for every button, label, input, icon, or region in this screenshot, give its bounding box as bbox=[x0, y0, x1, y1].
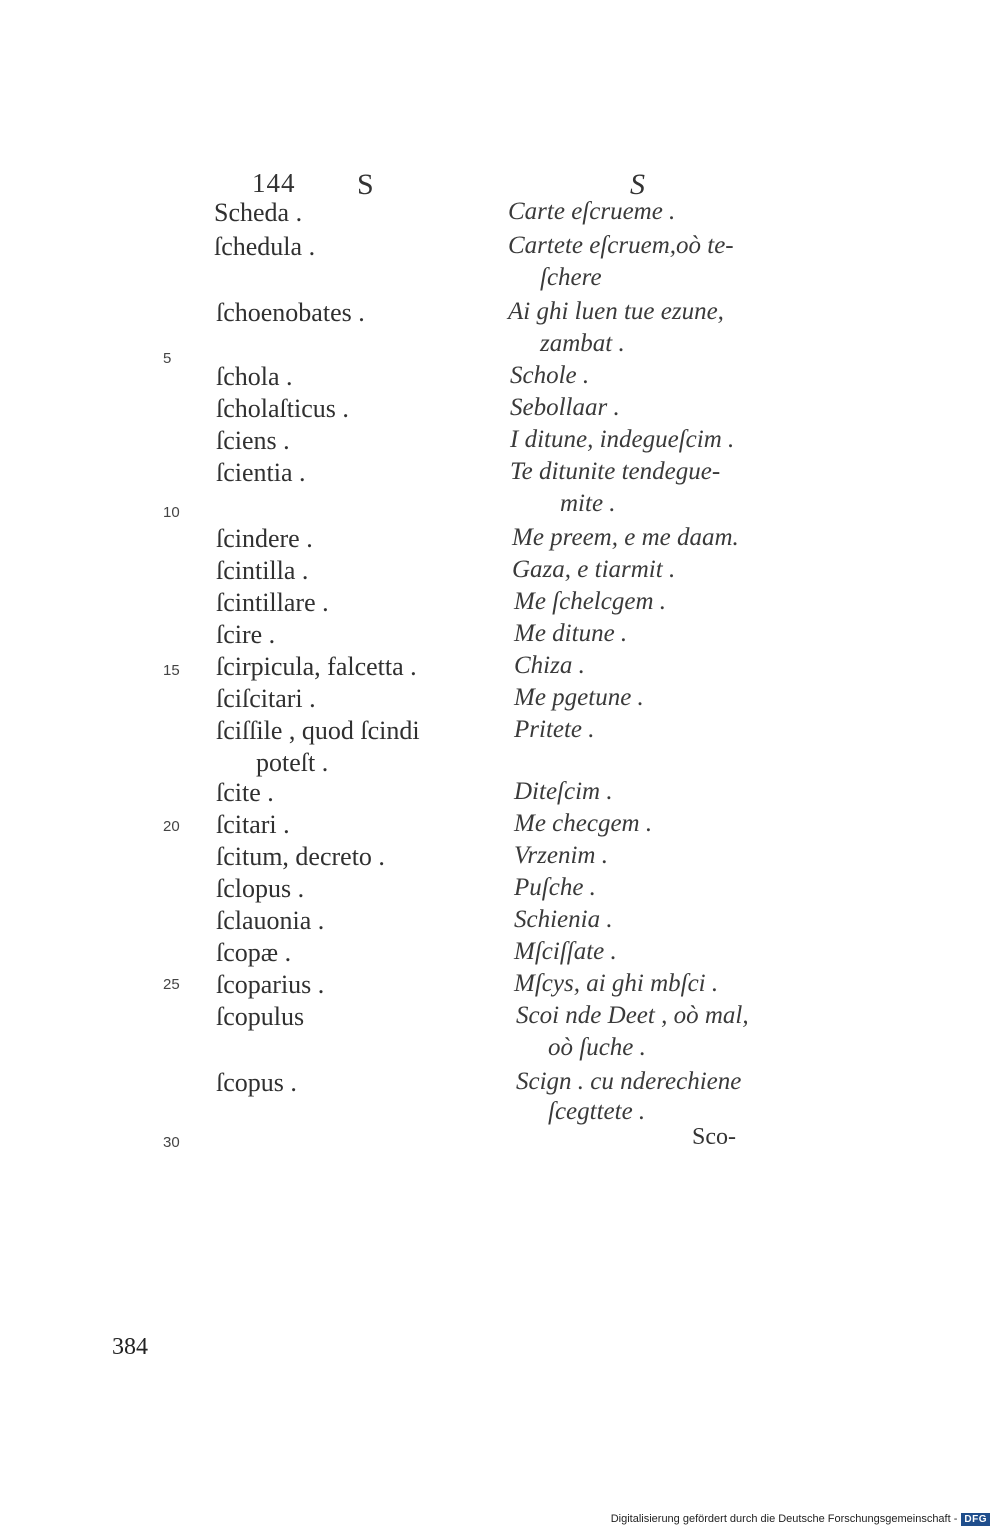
latin-term: ſcirpicula, falcetta . bbox=[216, 652, 417, 681]
latin-term: ſchoenobates . bbox=[216, 298, 365, 327]
latin-term: ſcopæ . bbox=[216, 938, 292, 967]
albanian-gloss: Diteſcim . bbox=[514, 778, 613, 805]
albanian-gloss: Mſciſſate . bbox=[514, 938, 617, 965]
albanian-gloss: Chiza . bbox=[514, 652, 585, 679]
latin-term: ſclauonia . bbox=[216, 906, 325, 935]
latin-term: ſchedula . bbox=[214, 232, 316, 261]
latin-term: ſcopulus bbox=[216, 1002, 305, 1031]
column-letter-right: S bbox=[630, 168, 645, 201]
albanian-gloss-continuation: mite . bbox=[560, 490, 616, 517]
latin-term: ſciens . bbox=[216, 426, 290, 455]
line-number-marker: 20 bbox=[163, 818, 180, 835]
credit-text: Digitalisierung gefördert durch die Deutsche Forschungsgemeinschaft - bbox=[610, 1513, 958, 1525]
albanian-gloss: I ditune, indegueſcim . bbox=[510, 426, 735, 453]
albanian-gloss-continuation: oò ſuche . bbox=[548, 1034, 646, 1061]
albanian-gloss: Me ſchelcgem . bbox=[514, 588, 667, 615]
latin-term: ſcite . bbox=[216, 778, 274, 807]
albanian-gloss: Ai ghi luen tue ezune, bbox=[508, 298, 724, 325]
column-letter-left: S bbox=[357, 168, 374, 201]
albanian-gloss-continuation: zambat . bbox=[540, 330, 625, 357]
albanian-gloss: Cartete eſcruem,oò te- bbox=[508, 232, 734, 259]
latin-term: ſcholaſticus . bbox=[216, 394, 349, 423]
albanian-gloss: Pritete . bbox=[514, 716, 595, 743]
latin-term: ſciſcitari . bbox=[216, 684, 316, 713]
digitization-credit bbox=[611, 1509, 990, 1529]
latin-term: ſcitari . bbox=[216, 810, 290, 839]
dfg-logo: DFG bbox=[961, 1513, 990, 1526]
line-number-marker: 15 bbox=[163, 662, 180, 679]
latin-term: Scheda . bbox=[214, 198, 303, 227]
line-number-marker: 5 bbox=[163, 350, 172, 367]
latin-term-continuation: poteſt . bbox=[256, 748, 329, 777]
page-number-header: 144 bbox=[252, 168, 296, 198]
latin-term: ſcintillare . bbox=[216, 588, 329, 617]
latin-term: ſciſſile , quod ſcindi bbox=[216, 716, 420, 745]
line-number-marker: 10 bbox=[163, 504, 180, 521]
albanian-gloss: Sebollaar . bbox=[510, 394, 620, 421]
albanian-gloss: Me preem, e me daam. bbox=[512, 524, 739, 551]
latin-term: ſcoparius . bbox=[216, 970, 325, 999]
catchword: Sco- bbox=[692, 1124, 736, 1150]
latin-term: ſcintilla . bbox=[216, 556, 309, 585]
latin-term: ſcire . bbox=[216, 620, 276, 649]
line-number-marker: 25 bbox=[163, 976, 180, 993]
albanian-gloss: Me ditune . bbox=[514, 620, 628, 647]
albanian-gloss: Te ditunite tendegue- bbox=[510, 458, 721, 485]
albanian-gloss: Scoi nde Deet , oò mal, bbox=[516, 1002, 749, 1029]
albanian-gloss: Me pgetune . bbox=[514, 684, 644, 711]
albanian-gloss: Vrzenim . bbox=[514, 842, 608, 869]
albanian-gloss: Me checgem . bbox=[514, 810, 653, 837]
albanian-gloss-continuation: ſchere bbox=[540, 264, 602, 291]
albanian-gloss: Scign . cu nderechiene bbox=[516, 1068, 742, 1095]
latin-term: ſcopus . bbox=[216, 1068, 297, 1097]
albanian-gloss: Schole . bbox=[510, 362, 590, 389]
latin-term: ſcientia . bbox=[216, 458, 306, 487]
latin-term: ſcitum, decreto . bbox=[216, 842, 385, 871]
albanian-gloss: Puſche . bbox=[514, 874, 596, 901]
latin-term: ſcindere . bbox=[216, 524, 313, 553]
line-number-marker: 30 bbox=[163, 1134, 180, 1151]
albanian-gloss: Schienia . bbox=[514, 906, 613, 933]
scan-page-number: 384 bbox=[112, 1334, 148, 1360]
albanian-gloss: Mſcys, ai ghi mbſci . bbox=[514, 970, 719, 997]
albanian-gloss: Carte eſcrueme . bbox=[508, 198, 676, 225]
latin-term: ſclopus . bbox=[216, 874, 305, 903]
latin-term: ſchola . bbox=[216, 362, 293, 391]
albanian-gloss: Gaza, e tiarmit . bbox=[512, 556, 676, 583]
albanian-gloss-continuation: ſcegttete . bbox=[548, 1098, 646, 1125]
